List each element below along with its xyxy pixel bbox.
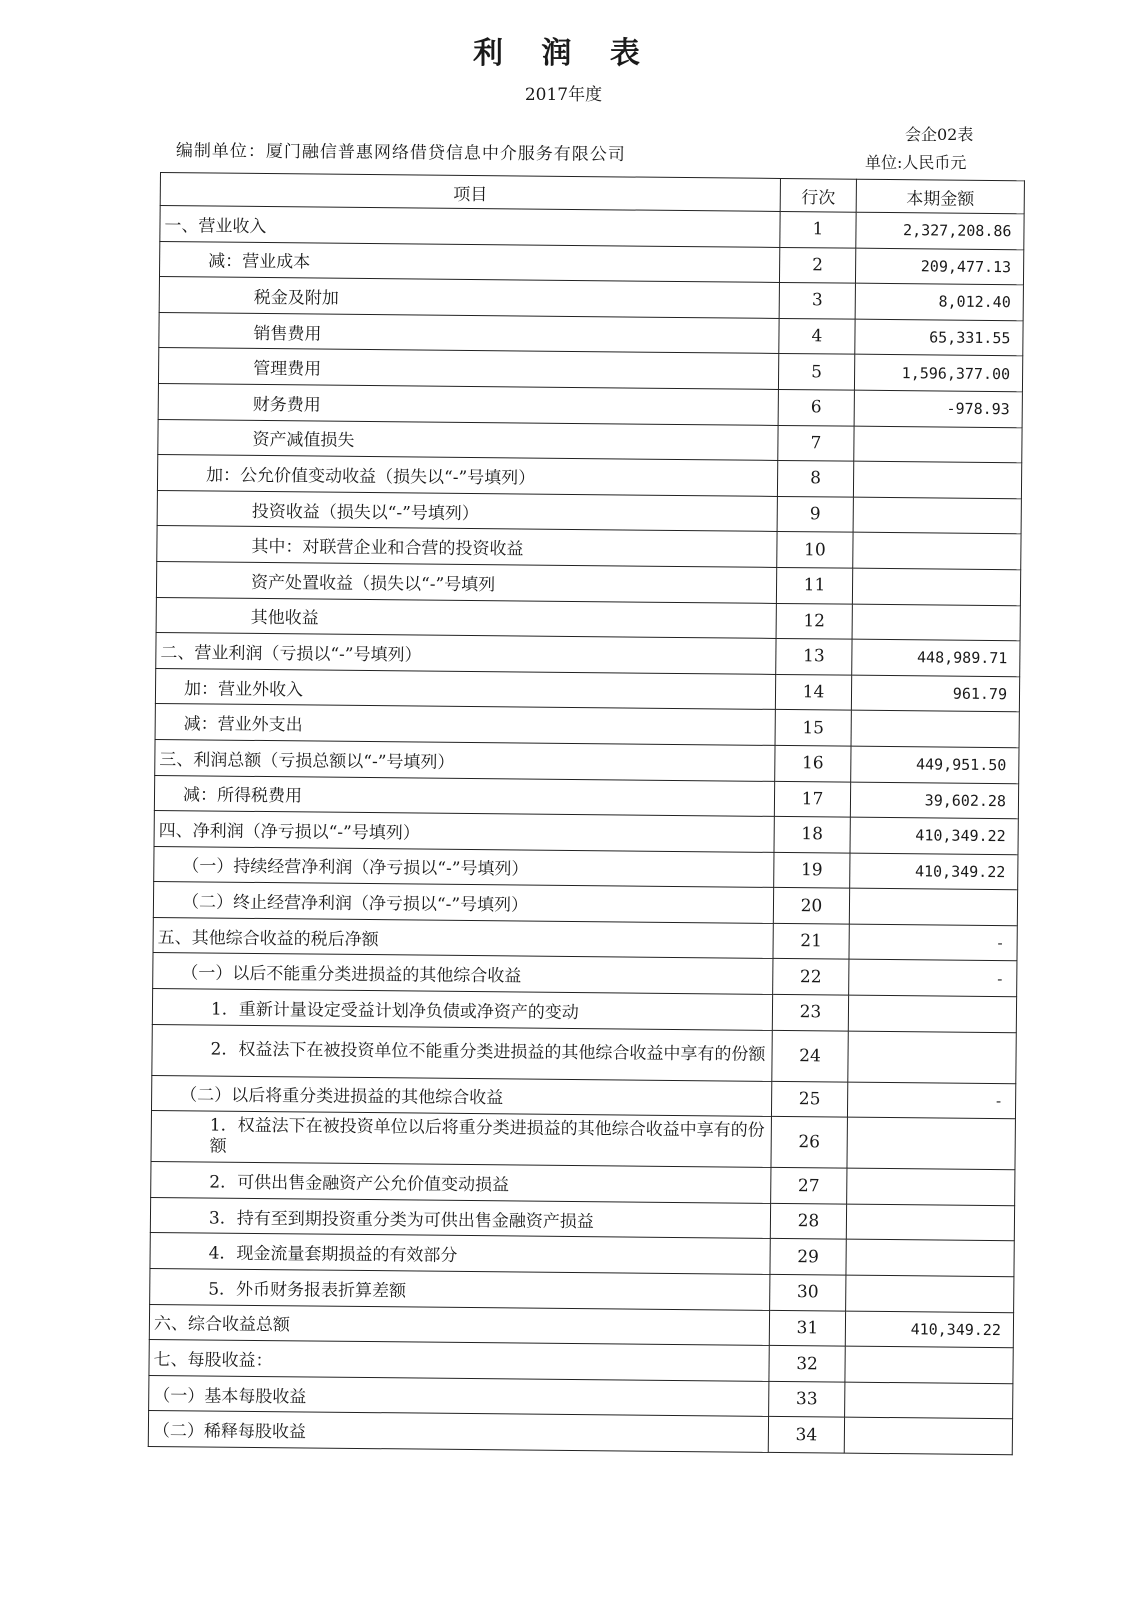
- row-line-number: 12: [776, 603, 852, 639]
- row-item-label: （二）以后将重分类进损益的其他综合收益: [151, 1075, 771, 1117]
- row-line-number: 6: [778, 389, 854, 425]
- row-line-number: 7: [778, 425, 854, 461]
- row-line-number: 34: [768, 1417, 844, 1453]
- row-amount: 961.79: [851, 675, 1019, 712]
- row-line-number: 5: [778, 354, 854, 390]
- row-line-number: 20: [773, 888, 849, 924]
- row-line-number: 21: [773, 923, 849, 959]
- row-line-number: 18: [774, 817, 850, 853]
- row-line-number: 28: [770, 1203, 846, 1239]
- row-item-label: 投资收益（损失以“-”号填列）: [157, 490, 777, 532]
- row-item-label: 销售费用: [159, 312, 779, 354]
- row-item-label: 资产减值损失: [158, 419, 778, 461]
- row-amount: [847, 1168, 1015, 1205]
- row-amount: 410,349.22: [845, 1311, 1013, 1348]
- row-item-label: 二、营业利润（亏损以“-”号填列）: [156, 633, 776, 675]
- row-amount: [846, 1240, 1014, 1277]
- row-amount: [848, 995, 1016, 1032]
- row-amount: [844, 1418, 1012, 1455]
- row-line-number: 19: [774, 852, 850, 888]
- row-item-label: 3．持有至到期投资重分类为可供出售金融资产损益: [150, 1197, 770, 1239]
- row-line-number: 13: [776, 639, 852, 675]
- row-line-number: 27: [771, 1168, 847, 1204]
- row-amount: [852, 604, 1020, 641]
- row-item-label: 一、营业收入: [160, 206, 780, 248]
- row-item-label: 资产处置收益（损失以“-”号填列: [156, 561, 776, 603]
- row-item-label: （二）终止经营净利润（净亏损以“-”号填列）: [153, 882, 773, 924]
- row-line-number: 33: [769, 1381, 845, 1417]
- row-amount: [849, 888, 1017, 925]
- page-title: 利 润 表: [473, 36, 654, 71]
- row-amount: [854, 426, 1022, 463]
- compiling-entity: 编制单位：厦门融信普惠网络借贷信息中介服务有限公司: [175, 140, 626, 165]
- row-amount: [853, 461, 1021, 498]
- row-item-label: 其中：对联营企业和合营的投资收益: [157, 526, 777, 568]
- row-line-number: 11: [776, 567, 852, 603]
- row-line-number: 16: [775, 745, 851, 781]
- row-line-number: 31: [769, 1310, 845, 1346]
- row-item-label: 加：公允价值变动收益（损失以“-”号填列）: [157, 455, 777, 497]
- row-amount: 410,349.22: [850, 817, 1018, 854]
- row-amount: [845, 1346, 1013, 1383]
- row-amount: [845, 1382, 1013, 1419]
- row-item-label: （一）基本每股收益: [149, 1375, 769, 1417]
- income-statement-table: [148, 172, 1025, 1455]
- header-amount: 本期金额: [856, 179, 1024, 214]
- row-amount: 449,951.50: [851, 746, 1019, 783]
- row-amount: 8,012.40: [855, 283, 1023, 320]
- table-body: [148, 206, 1024, 1455]
- row-amount: [846, 1204, 1014, 1241]
- row-item-label: 其他收益: [156, 597, 776, 639]
- row-line-number: 8: [777, 461, 853, 497]
- row-line-number: 1: [780, 211, 856, 247]
- row-line-number: 26: [771, 1117, 847, 1169]
- row-amount: [853, 533, 1021, 570]
- row-amount: -: [847, 1082, 1015, 1119]
- currency-unit: 单位:人民币元: [865, 153, 967, 172]
- row-item-label: 1．重新计量设定受益计划净负债或净资产的变动: [152, 989, 772, 1031]
- row-line-number: 23: [772, 994, 848, 1030]
- row-item-label: （一）持续经营净利润（净亏损以“-”号填列）: [154, 846, 774, 888]
- row-amount: 448,989.71: [852, 639, 1020, 676]
- row-line-number: 9: [777, 496, 853, 532]
- row-line-number: 30: [770, 1274, 846, 1310]
- row-amount: 410,349.22: [850, 853, 1018, 890]
- header-line: 行次: [780, 178, 856, 212]
- row-item-label: 四、净利润（净亏损以“-”号填列）: [154, 811, 774, 853]
- row-amount: -: [849, 924, 1017, 961]
- row-line-number: 2: [779, 247, 855, 283]
- row-amount: [851, 710, 1019, 747]
- row-amount: 39,602.28: [850, 782, 1018, 819]
- row-line-number: 14: [775, 674, 851, 710]
- row-amount: 1,596,377.00: [854, 355, 1022, 392]
- row-amount: 209,477.13: [855, 248, 1023, 285]
- row-line-number: 24: [772, 1030, 848, 1082]
- table-row: [148, 1411, 1012, 1455]
- row-line-number: 10: [777, 532, 853, 568]
- row-item-label: 4．现金流量套期损益的有效部分: [150, 1233, 770, 1275]
- row-item-label: 管理费用: [158, 348, 778, 390]
- row-amount: [846, 1275, 1014, 1312]
- table-row: [151, 1111, 1015, 1170]
- row-line-number: 29: [770, 1239, 846, 1275]
- row-item-label: 税金及附加: [159, 277, 779, 319]
- reporting-period: 2017年度: [524, 85, 603, 105]
- row-line-number: 3: [779, 283, 855, 319]
- row-item-label: 1．权益法下在被投资单位以后将重分类进损益的其他综合收益中享有的份额: [151, 1111, 771, 1168]
- form-number: 会企02表: [905, 125, 974, 144]
- row-amount: [853, 497, 1021, 534]
- row-item-label: 三、利润总额（亏损总额以“-”号填列）: [155, 739, 775, 781]
- row-amount: [848, 1031, 1016, 1084]
- row-line-number: 17: [774, 781, 850, 817]
- row-line-number: 4: [779, 318, 855, 354]
- row-amount: -: [849, 960, 1017, 997]
- row-line-number: 15: [775, 710, 851, 746]
- table-row: [152, 1024, 1016, 1083]
- row-line-number: 25: [771, 1081, 847, 1117]
- row-item-label: 财务费用: [158, 383, 778, 425]
- row-item-label: 减：营业成本: [159, 241, 779, 283]
- income-statement-table-wrap: [148, 172, 1024, 1455]
- row-item-label: （一）以后不能重分类进损益的其他综合收益: [153, 953, 773, 995]
- row-item-label: 六、综合收益总额: [149, 1304, 769, 1346]
- row-amount: 2,327,208.86: [856, 212, 1024, 249]
- row-line-number: 22: [773, 959, 849, 995]
- row-item-label: 2．可供出售金融资产公允价值变动损益: [151, 1162, 771, 1204]
- row-item-label: 减：营业外支出: [155, 704, 775, 746]
- row-item-label: 五、其他综合收益的税后净额: [153, 917, 773, 959]
- row-amount: -978.93: [854, 390, 1022, 427]
- row-item-label: 5．外币财务报表折算差额: [150, 1268, 770, 1310]
- row-item-label: （二）稀释每股收益: [148, 1411, 768, 1453]
- header-item: 项目: [160, 173, 780, 212]
- row-amount: [847, 1117, 1015, 1170]
- row-item-label: 2．权益法下在被投资单位不能重分类进损益的其他综合收益中享有的份额: [152, 1024, 772, 1081]
- row-item-label: 减：所得税费用: [154, 775, 774, 817]
- row-item-label: 七、每股收益：: [149, 1340, 769, 1382]
- row-amount: [852, 568, 1020, 605]
- row-line-number: 32: [769, 1346, 845, 1382]
- row-amount: 65,331.55: [855, 319, 1023, 356]
- row-item-label: 加：营业外收入: [155, 668, 775, 710]
